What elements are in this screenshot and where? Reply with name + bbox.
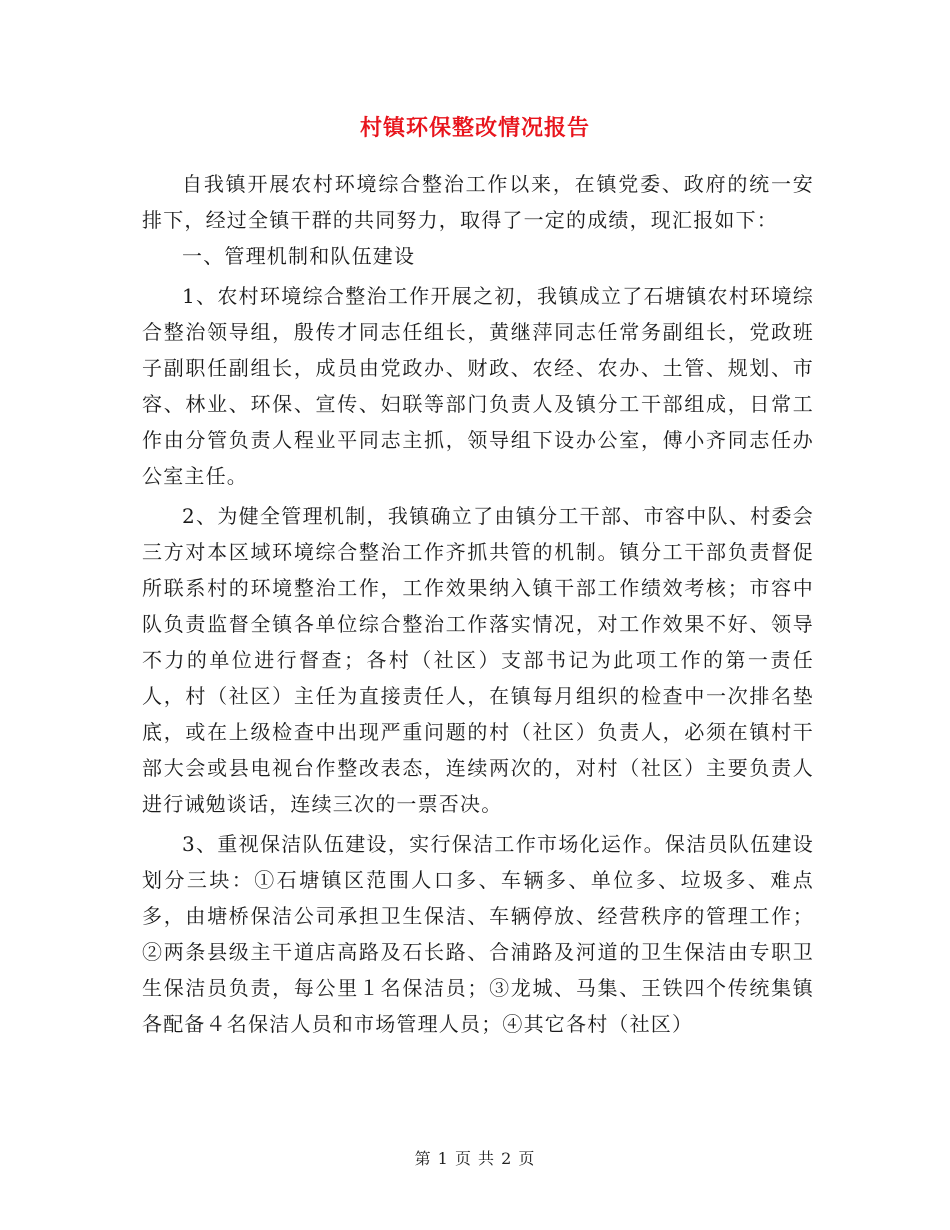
intro-paragraph: 自我镇开展农村环境综合整治工作以来，在镇党委、政府的统一安排下，经过全镇干群的共同努力，取得了一定的成绩，现汇报如下： [142,172,814,232]
paragraph-3: 3、重视保洁队伍建设，实行保洁工作市场化运作。保洁员队伍建设划分三块：①石塘镇区范围人口多、车辆多、单位多、垃圾多、难点多，由塘桥保洁公司承担卫生保洁、车辆停放、经营秩序的管理工作；②两条县级主干道店高路及石长路、合浦路及河道的卫生保洁由专职卫生保洁员负责，每公里１名保洁员；③龙城、马集、王铁四个传统集镇各配备４名保洁人员和市场管理人员；④其它各村（社区） [142,832,814,1036]
paragraph-2: 2、为健全管理机制，我镇确立了由镇分工干部、市容中队、村委会三方对本区域环境综合整治工作齐抓共管的机制。镇分工干部负责督促所联系村的环境整治工作，工作效果纳入镇干部工作绩效考核；市容中队负责监督全镇各单位综合整治工作落实情况，对工作效果不好、领导不力的单位进行督查；各村（社区）支部书记为此项工作的第一责任人，村（社区）主任为直接责任人，在镇每月组织的检查中一次排名垫底，或在上级检查中出现严重问题的村（社区）负责人，必须在镇村干部大会或县电视台作整改表态，连续两次的，对村（社区）主要负责人进行诫勉谈话，连续三次的一票否决。 [142,504,814,816]
document-body [142,166,814,1042]
document-title: 村镇环保整改情况报告 [359,115,590,141]
paragraph-1: 1、农村环境综合整治工作开展之初，我镇成立了石塘镇农村环境综合整治领导组，殷传才同志任组长，黄继萍同志任常务副组长，党政班子副职任副组长，成员由党政办、财政、农经、农办、土管、规划、市容、林业、环保、宣传、妇联等部门负责人及镇分工干部组成，日常工作由分管负责人程业平同志主抓，领导组下设办公室，傅小齐同志任办公室主任。 [142,284,814,488]
page-number: 第 1 页 共 2 页 [414,1149,536,1168]
section-heading: 一、管理机制和队伍建设 [182,244,416,268]
